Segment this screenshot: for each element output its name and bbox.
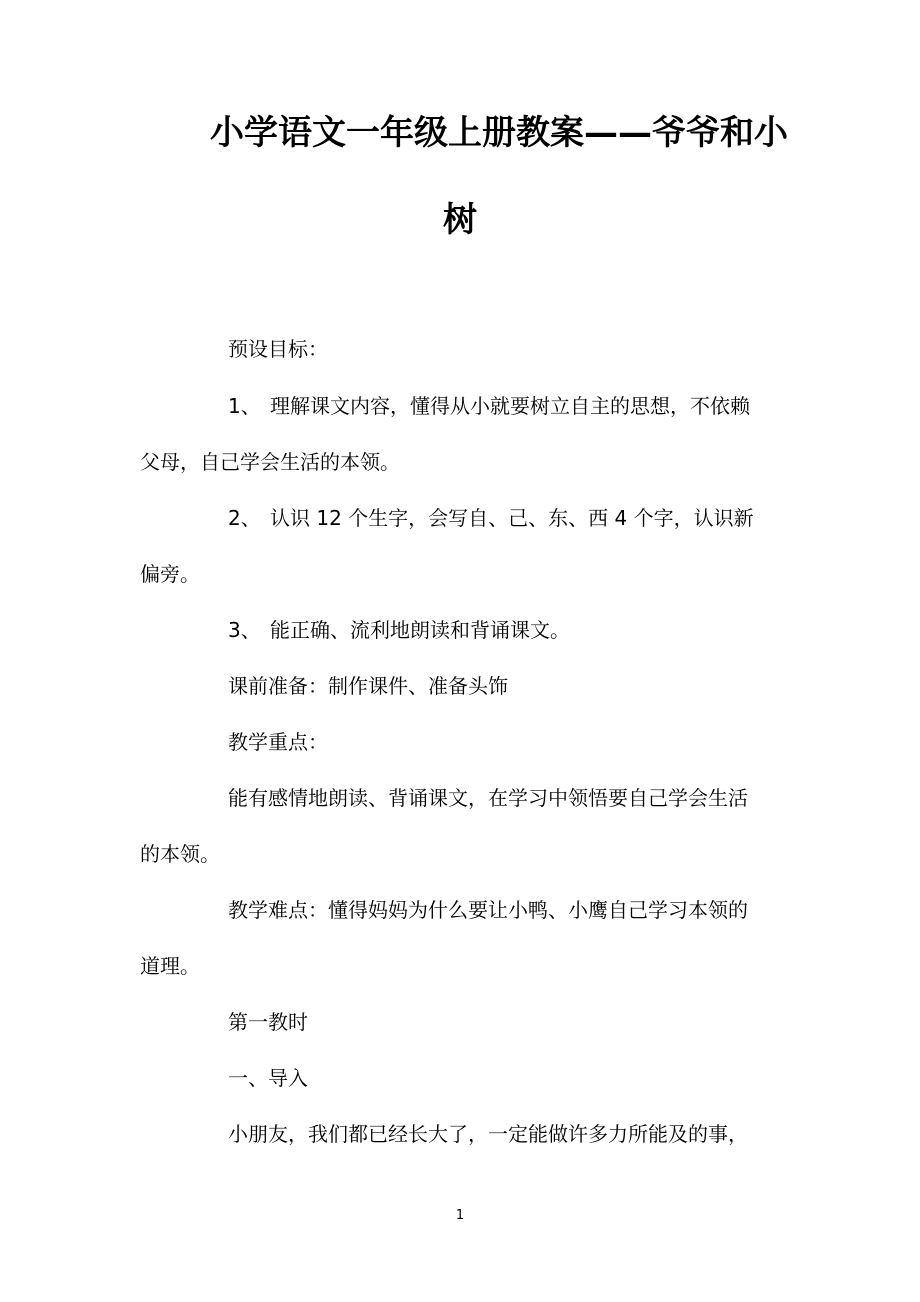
key-points-heading: 教学重点： (228, 730, 328, 754)
preparation-line: 课前准备：制作课件、准备头饰 (228, 674, 508, 698)
intro-paragraph-line-1: 小朋友，我们都已经长大了，一定能做许多力所能及的事， (228, 1122, 748, 1146)
goal-2-line-2: 偏旁。 (140, 562, 200, 586)
goal-3-line (228, 617, 570, 643)
document-title-line-2: 树 (443, 200, 477, 240)
goal-1-text-part-1: 理解课文内容，懂得从小就要树立自主的思想，不依赖 (270, 394, 750, 418)
goals-heading: 预设目标： (228, 337, 328, 361)
lesson-heading: 第一教时 (228, 1010, 308, 1034)
goal-3-number: 3、 (228, 618, 261, 642)
goal-2-line-1 (228, 505, 754, 531)
page-number: 1 (455, 1208, 465, 1223)
goal-1-number: 1、 (228, 394, 261, 418)
goal-2-number: 2、 (228, 506, 261, 530)
goal-1-line-1 (228, 393, 750, 419)
goal-2-text-part-1: 认识 12 个生字，会写自、己、东、西 4 个字，认识新 (270, 506, 754, 530)
difficulty-line-1: 教学难点：懂得妈妈为什么要让小鸭、小鹰自己学习本领的 (228, 898, 748, 922)
goal-1-line-2: 父母，自己学会生活的本领。 (140, 450, 400, 474)
key-points-line-2: 的本领。 (140, 842, 220, 866)
key-points-line-1: 能有感情地朗读、背诵课文，在学习中领悟要自己学会生活 (228, 786, 748, 810)
document-title-line-1: 小学语文一年级上册教案——爷爷和小 (210, 113, 788, 153)
goal-3-text: 能正确、流利地朗读和背诵课文。 (270, 618, 570, 642)
section-heading: 一、导入 (228, 1066, 308, 1090)
difficulty-line-2: 道理。 (140, 954, 200, 978)
